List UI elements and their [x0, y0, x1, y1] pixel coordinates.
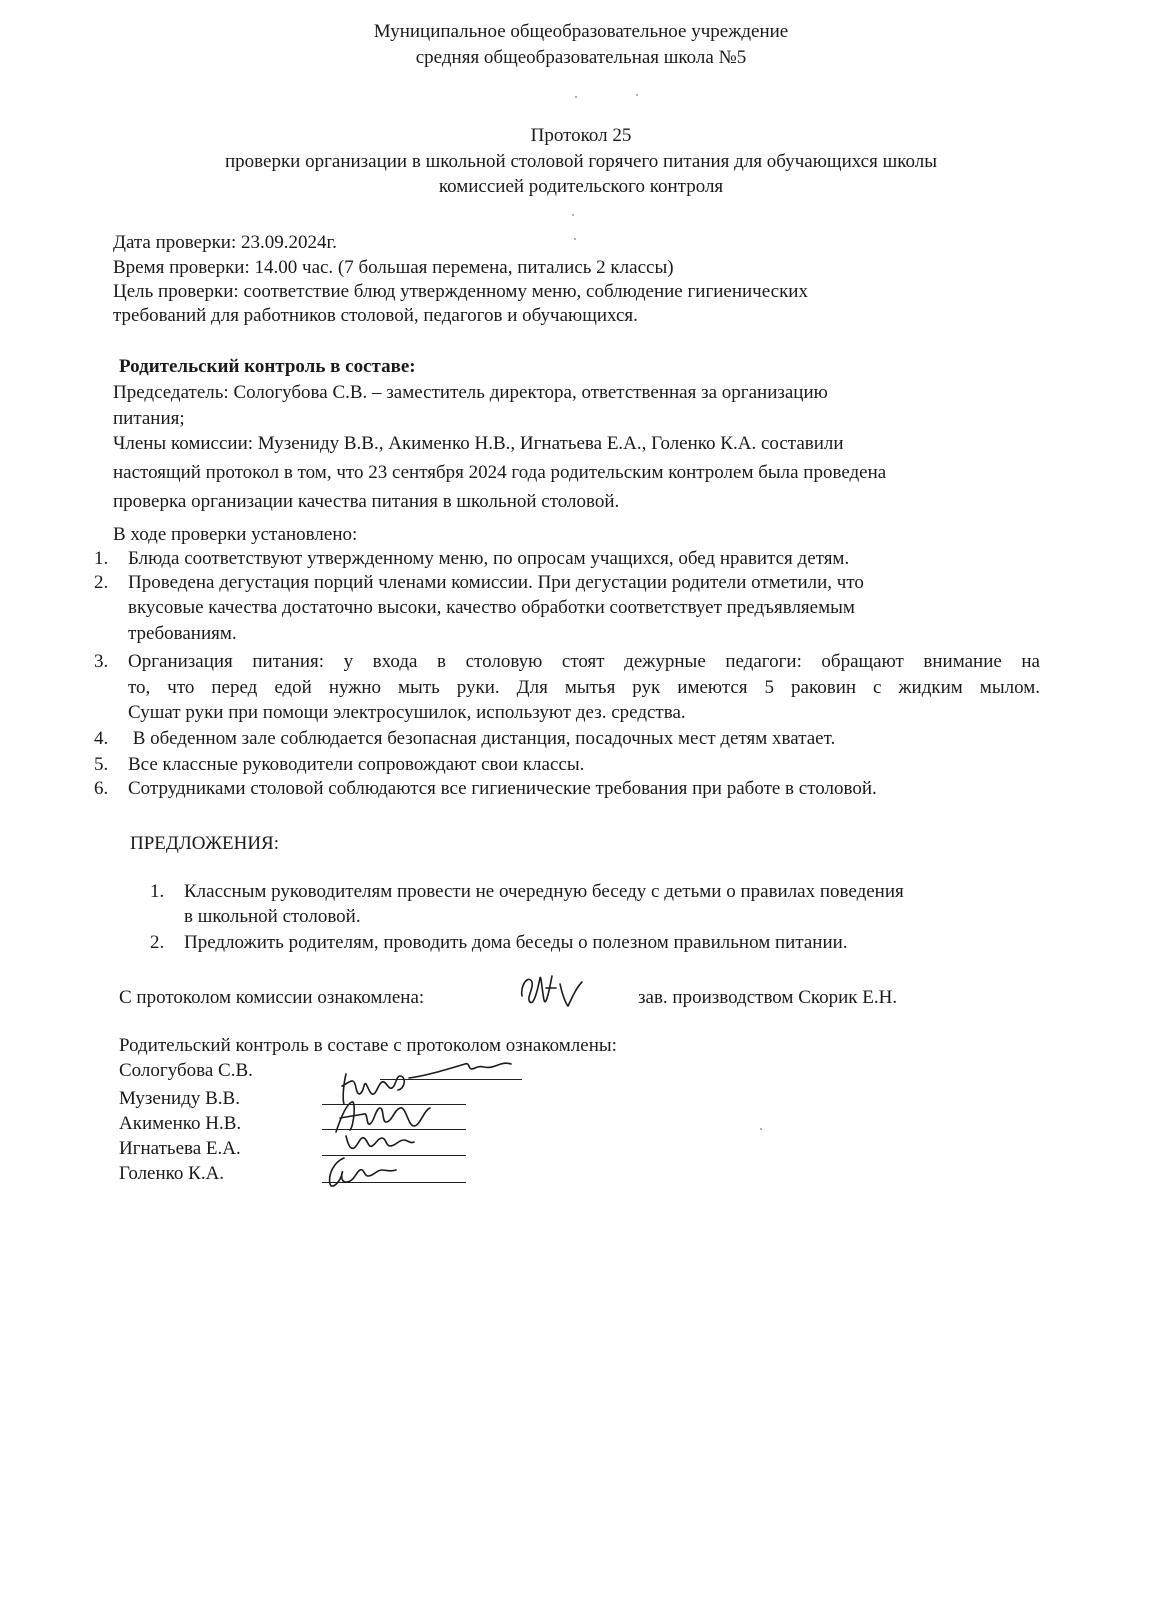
proposal-1-line2: в школьной столовой.	[184, 906, 361, 927]
org-name-line1: Муниципальное общеобразовательное учреждение	[373, 21, 789, 42]
proposals-heading: ПРЕДЛОЖЕНИЯ:	[130, 833, 280, 854]
signatory-name-2: Музениду В.В.	[119, 1088, 240, 1109]
signature-1	[405, 1056, 515, 1086]
signatory-name-4: Игнатьева Е.А.	[119, 1138, 241, 1159]
finding-3-number: 3.	[94, 651, 109, 672]
org-name-line2: средняя общеобразовательная школа №5	[415, 47, 747, 68]
proposal-1-number: 1.	[150, 881, 165, 902]
committee-members-line3: проверка организации качества питания в школьной столовой.	[113, 491, 620, 512]
protocol-subtitle-line1: проверки организации в школьной столовой горячего питания для обучающихся школы	[224, 151, 938, 172]
protocol-title: Протокол 25	[530, 125, 632, 146]
finding-3-line3: Сушат руки при помощи электросушилок, используют дез. средства.	[128, 702, 686, 723]
finding-3-line2: то, что перед едой нужно мыть руки. Для мытья рук имеются 5 раковин с жидким мылом.	[128, 677, 1040, 698]
finding-6-number: 6.	[94, 778, 109, 799]
finding-2-line1: Проведена дегустация порций членами комиссии. При дегустации родители отметили, что	[128, 572, 864, 593]
signatory-name-3: Акименко Н.В.	[119, 1113, 242, 1134]
committee-chair-line2: питания;	[113, 408, 185, 429]
proposal-2-line1: Предложить родителям, проводить дома беседы о полезном правильном питании.	[184, 932, 848, 953]
protocol-subtitle-line2: комиссией родительского контроля	[438, 176, 724, 197]
acknowledgement-text: С протоколом комиссии ознакомлена:	[119, 987, 425, 1008]
committee-chair-line1: Председатель: Сологубова С.В. – заместитель директора, ответственная за организацию	[113, 382, 828, 403]
scan-speck	[636, 94, 638, 96]
finding-1-line1: Блюда соответствуют утвержденному меню, по опросам учащихся, обед нравится детям.	[128, 548, 850, 569]
finding-4-line1: В обеденном зале соблюдается безопасная дистанция, посадочных мест детям хватает.	[128, 728, 836, 749]
signatory-name-1: Сологубова С.В.	[119, 1060, 253, 1081]
finding-4-number: 4.	[94, 728, 109, 749]
scan-speck	[760, 1128, 762, 1130]
finding-5-line1: Все классные руководители сопровождают свои классы.	[128, 754, 585, 775]
check-goal-line2: требований для работников столовой, педагогов и обучающихся.	[113, 305, 638, 326]
kitchen-manager-signature	[516, 968, 586, 1014]
signature-5	[320, 1152, 410, 1192]
finding-1-number: 1.	[94, 548, 109, 569]
committee-members-line1: Члены комиссии: Музениду В.В., Акименко Н.В., Игнатьева Е.А., Голенко К.А. составили	[113, 433, 844, 454]
finding-5-number: 5.	[94, 754, 109, 775]
finding-2-line3: требованиям.	[128, 623, 237, 644]
scan-speck	[572, 214, 574, 216]
finding-3-line1: Организация питания: у входа в столовую стоят дежурные педагоги: обращают внимание на	[128, 651, 1040, 672]
scan-speck	[575, 96, 577, 98]
finding-2-line2: вкусовые качества достаточно высоки, качество обработки соответствует предъявляемым	[128, 597, 855, 618]
check-goal-line1: Цель проверки: соответствие блюд утвержденному меню, соблюдение гигиенических	[113, 281, 808, 302]
committee-heading: Родительский контроль в составе:	[119, 356, 416, 377]
signatory-name-5: Голенко К.А.	[119, 1163, 225, 1184]
scan-speck	[574, 238, 576, 240]
finding-2-number: 2.	[94, 572, 109, 593]
proposal-1-line1: Классным руководителям провести не очередную беседу с детьми о правилах поведения	[184, 881, 904, 902]
committee-members-line2: настоящий протокол в том, что 23 сентября 2024 года родительским контролем была проведена	[113, 462, 887, 483]
proposal-2-number: 2.	[150, 932, 165, 953]
findings-intro: В ходе проверки установлено:	[113, 524, 358, 545]
finding-6-line1: Сотрудниками столовой соблюдаются все гигиенические требования при работе в столовой.	[128, 778, 877, 799]
check-date: Дата проверки: 23.09.2024г.	[113, 232, 337, 253]
check-time: Время проверки: 14.00 час. (7 большая перемена, питались 2 классы)	[113, 257, 674, 278]
acknowledgement-person: зав. производством Скорик Е.Н.	[638, 987, 898, 1008]
signatures-heading: Родительский контроль в составе с протоколом ознакомлены:	[119, 1035, 617, 1056]
